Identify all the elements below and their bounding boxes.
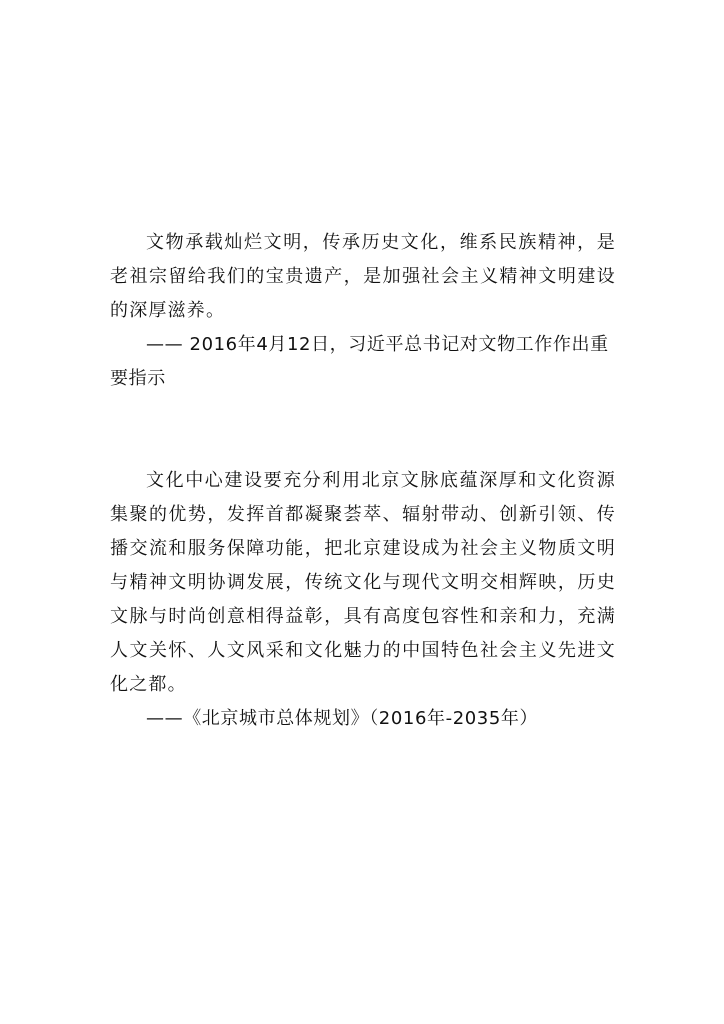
quote-paragraph: 文化中心建设要充分利用北京文脉底蕴深厚和文化资源集聚的优势，发挥首都凝聚荟萃、辐射带动、创新引领、传播交流和服务保障功能，把北京建设成为社会主义物质文明与精神文明协调发展，传统文化与现代文明交相辉映，历史文脉与时尚创意相得益彰，具有高度包容性和亲和力，充满人文关怀、人文风采和文化魅力的中国特色社会主义先进文化之都。	[110, 470, 616, 695]
quote-paragraph: 文物承载灿烂文明，传承历史文化，维系民族精神，是老祖宗留给我们的宝贵遗产，是加强社会主义精神文明建设的深厚滋养。	[110, 232, 616, 321]
paragraph-spacer	[110, 396, 616, 464]
page-content	[110, 226, 616, 736]
quote-block-heritage	[110, 226, 616, 396]
quote-attribution: ——《北京城市总体规划》（2016年-2035年）	[146, 708, 539, 729]
quote-attribution: —— 2016年4月12日，习近平总书记对文物工作作出重要指示	[110, 334, 609, 389]
quote-block-city-plan	[110, 464, 616, 736]
